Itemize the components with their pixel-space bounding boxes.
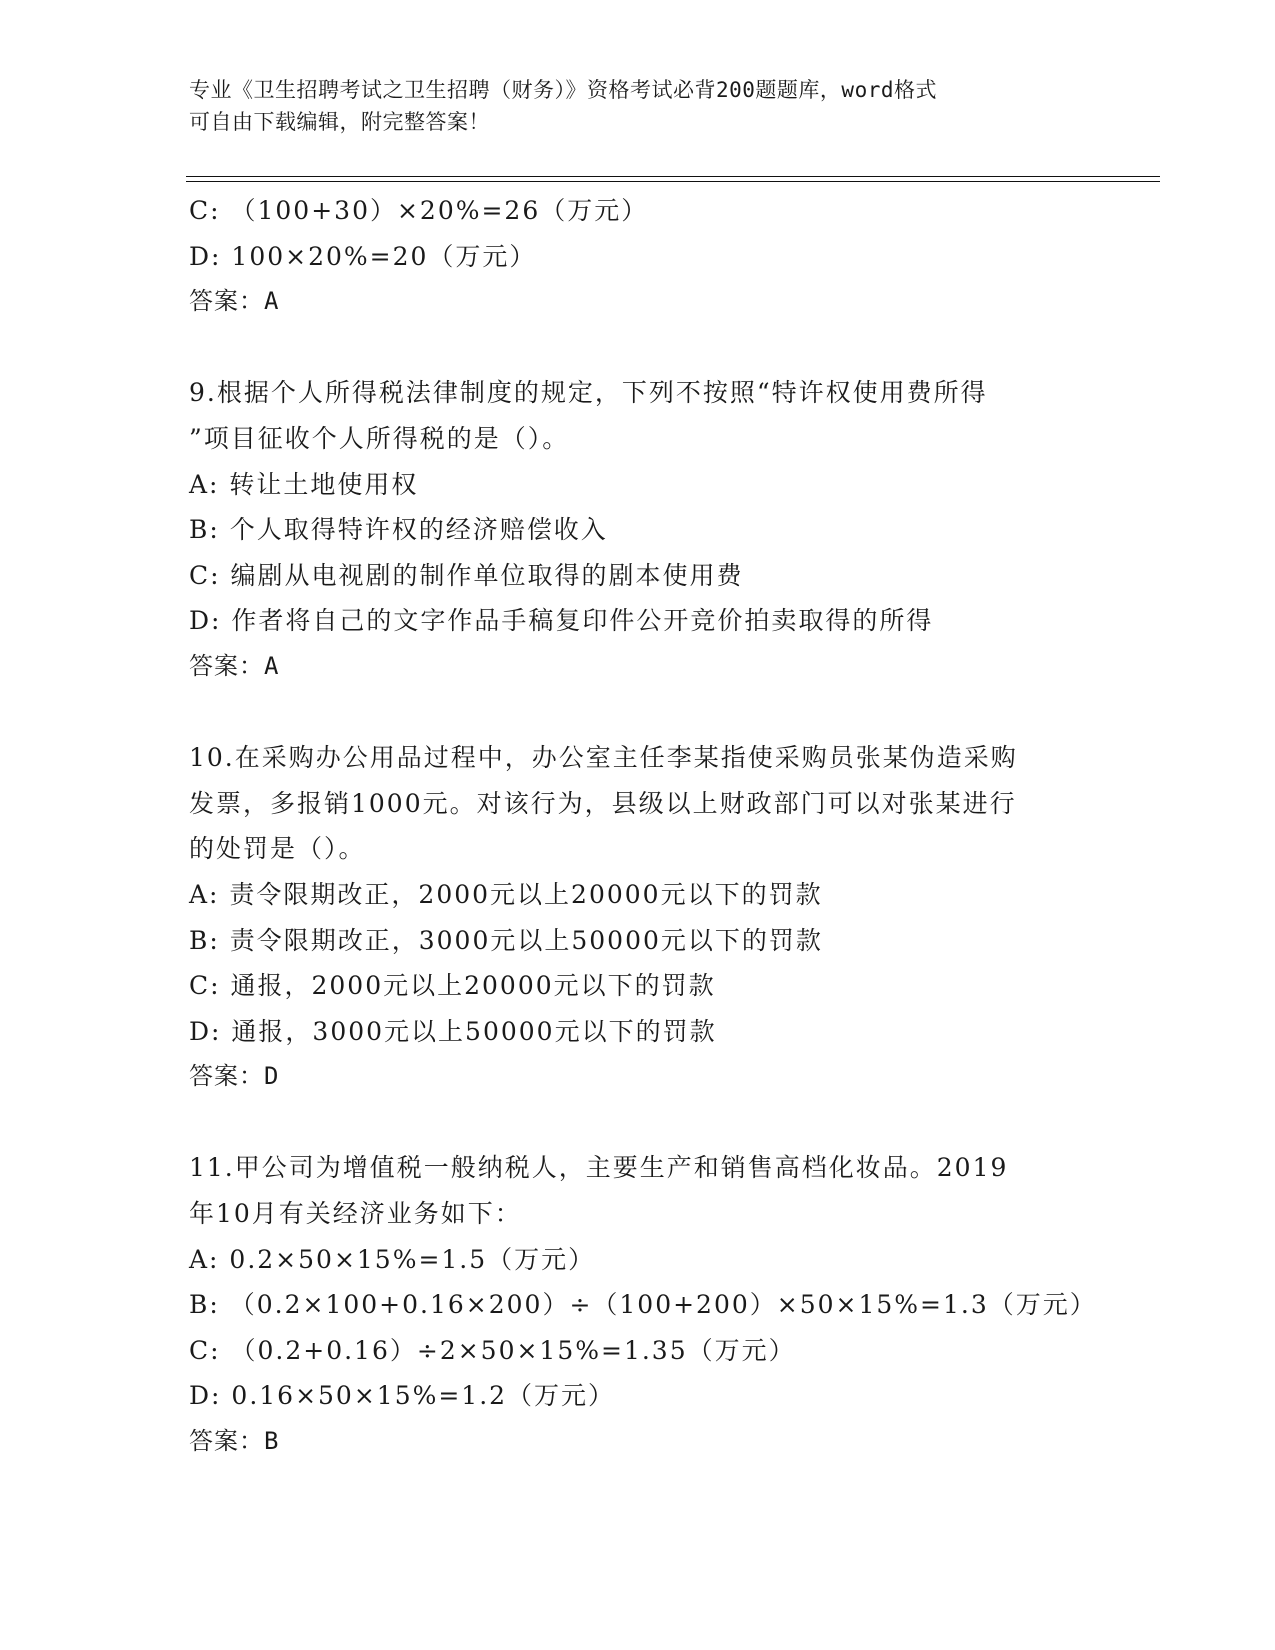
question-stem: 9.根据个人所得税法律制度的规定，下列不按照“特许权使用费所得: [189, 378, 988, 408]
question-stem: 年10月有关经济业务如下：: [189, 1199, 522, 1229]
answer: 答案：A: [189, 651, 280, 680]
spacer: [189, 325, 1089, 371]
question-8-tail: [189, 188, 1089, 325]
question-stem: 的处罚是（）。: [189, 834, 366, 864]
document-body: [189, 188, 1097, 1465]
option-d: D: 作者将自己的文字作品手稿复印件公开竞价拍卖取得的所得: [189, 606, 934, 636]
spacer: [189, 690, 1089, 736]
option-c: C: 通报，2000元以上20000元以下的罚款: [189, 971, 716, 1001]
option-b: B: 责令限期改正，3000元以上50000元以下的罚款: [189, 925, 823, 955]
option-d: D: 通报，3000元以上50000元以下的罚款: [189, 1016, 717, 1046]
spacer: [189, 1100, 1089, 1146]
document-header: [189, 74, 1069, 138]
header-divider-bottom: [186, 181, 1160, 182]
option-a: A: 0.2×50×15%=1.5（万元）: [189, 1244, 596, 1274]
option-c: C: （0.2+0.16）÷2×50×15%=1.35（万元）: [189, 1335, 796, 1365]
answer: 答案：D: [189, 1062, 280, 1091]
option-d: D: 0.16×50×15%=1.2（万元）: [189, 1381, 616, 1411]
question-stem: 发票，多报销1000元。对该行为，县级以上财政部门可以对张某进行: [189, 788, 1017, 818]
question-stem: 10.在采购办公用品过程中，办公室主任李某指使采购员张某伪造采购: [189, 743, 1018, 773]
option-c: C: 编剧从电视剧的制作单位取得的剧本使用费: [189, 560, 744, 590]
header-title-line-2: 可自由下载编辑，附完整答案！: [189, 110, 490, 134]
option-b: B: （0.2×100+0.16×200）÷（100+200）×50×15%=1.3（万元）: [189, 1290, 1097, 1320]
option-b: B: 个人取得特许权的经济赔偿收入: [189, 515, 608, 545]
option-a: A: 责令限期改正，2000元以上20000元以下的罚款: [189, 879, 823, 909]
option-a: A: 转让土地使用权: [189, 469, 419, 499]
question-stem: 11.甲公司为增值税一般纳税人，主要生产和销售高档化妆品。2019: [189, 1153, 1009, 1183]
question-9: [189, 370, 1089, 689]
question-10: [189, 735, 1089, 1100]
header-divider-top: [186, 176, 1160, 177]
answer: 答案：A: [189, 287, 280, 316]
answer: 答案：B: [189, 1427, 280, 1456]
option-c: C: （100+30）×20%=26（万元）: [189, 196, 649, 225]
header-title-line-1: 专业《卫生招聘考试之卫生招聘（财务）》资格考试必背200题题库，word格式: [189, 78, 937, 102]
option-d: D: 100×20%=20（万元）: [189, 241, 537, 271]
question-11: [189, 1145, 1097, 1464]
question-stem: ”项目征收个人所得税的是（）。: [189, 423, 570, 453]
